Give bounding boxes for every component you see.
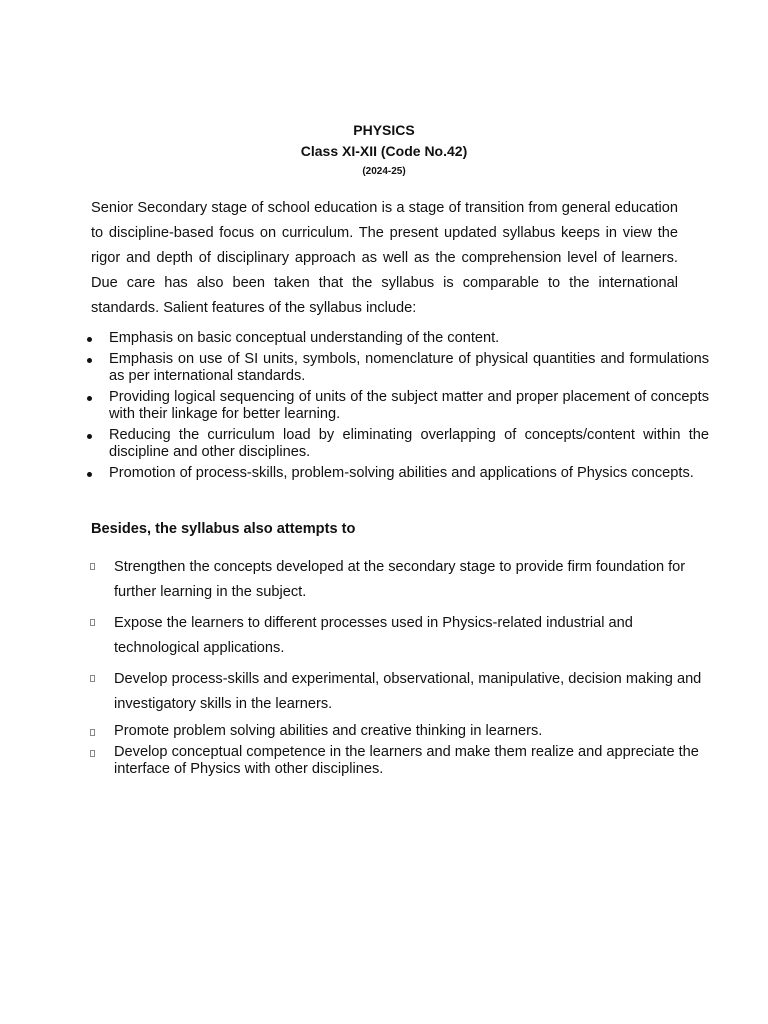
intro-paragraph: Senior Secondary stage of school education is a stage of transition from general education to discipline-based focus on curriculum. The present updated syllabus keeps in view the rigor and depth of disciplinary approach as well as the comprehension level of learners. Due care has also been taken that the syllabus is comparable to the international standards. Salient features of the syllabus include: xyxy=(91,200,678,316)
class-code-title: Class XI-XII (Code No.42) xyxy=(300,143,468,159)
checkbox-bullet-icon xyxy=(90,729,95,736)
bullet-icon xyxy=(87,472,92,477)
features-list xyxy=(84,330,709,486)
feature-text: Reducing the curriculum load by eliminating overlapping of concepts/content within the discipline and other disciplines. xyxy=(109,427,709,460)
aim-text: Develop conceptual competence in the learners and make them realize and appreciate the interface of Physics with other disciplines. xyxy=(114,744,699,777)
aim-text: Expose the learners to different processes used in Physics-related industrial and technological applications. xyxy=(114,615,633,656)
feature-text: Emphasis on use of SI units, symbols, nomenclature of physical quantities and formulations as per international standards. xyxy=(109,351,709,384)
bullet-icon xyxy=(87,434,92,439)
feature-item xyxy=(84,465,709,482)
subject-title: PHYSICS xyxy=(353,122,415,138)
aims-heading: Besides, the syllabus also attempts to xyxy=(91,521,356,537)
aim-item xyxy=(88,723,710,740)
aim-text: Promote problem solving abilities and creative thinking in learners. xyxy=(114,723,543,739)
feature-text: Emphasis on basic conceptual understanding of the content. xyxy=(109,330,500,346)
aim-text: Strengthen the concepts developed at the secondary stage to provide firm foundation for further learning in the subject. xyxy=(114,559,686,600)
aim-item xyxy=(88,611,710,661)
bullet-icon xyxy=(87,358,92,363)
checkbox-bullet-icon xyxy=(90,750,95,757)
checkbox-bullet-icon xyxy=(90,675,95,682)
aim-text: Develop process-skills and experimental, observational, manipulative, decision making and investigatory skills in the learners. xyxy=(114,671,702,712)
aims-list xyxy=(88,555,710,782)
feature-text: Promotion of process-skills, problem-solving abilities and applications of Physics concepts. xyxy=(109,465,694,481)
checkbox-bullet-icon xyxy=(90,619,95,626)
aim-item xyxy=(88,555,710,605)
feature-item xyxy=(84,389,709,423)
feature-item xyxy=(84,427,709,461)
feature-item xyxy=(84,351,709,385)
feature-text: Providing logical sequencing of units of the subject matter and proper placement of concepts with their linkage for better learning. xyxy=(109,389,709,422)
feature-item xyxy=(84,330,709,347)
session-year: (2024-25) xyxy=(362,166,406,177)
bullet-icon xyxy=(87,337,92,342)
aim-item xyxy=(88,744,710,778)
checkbox-bullet-icon xyxy=(90,563,95,570)
bullet-icon xyxy=(87,396,92,401)
aim-item xyxy=(88,667,710,717)
